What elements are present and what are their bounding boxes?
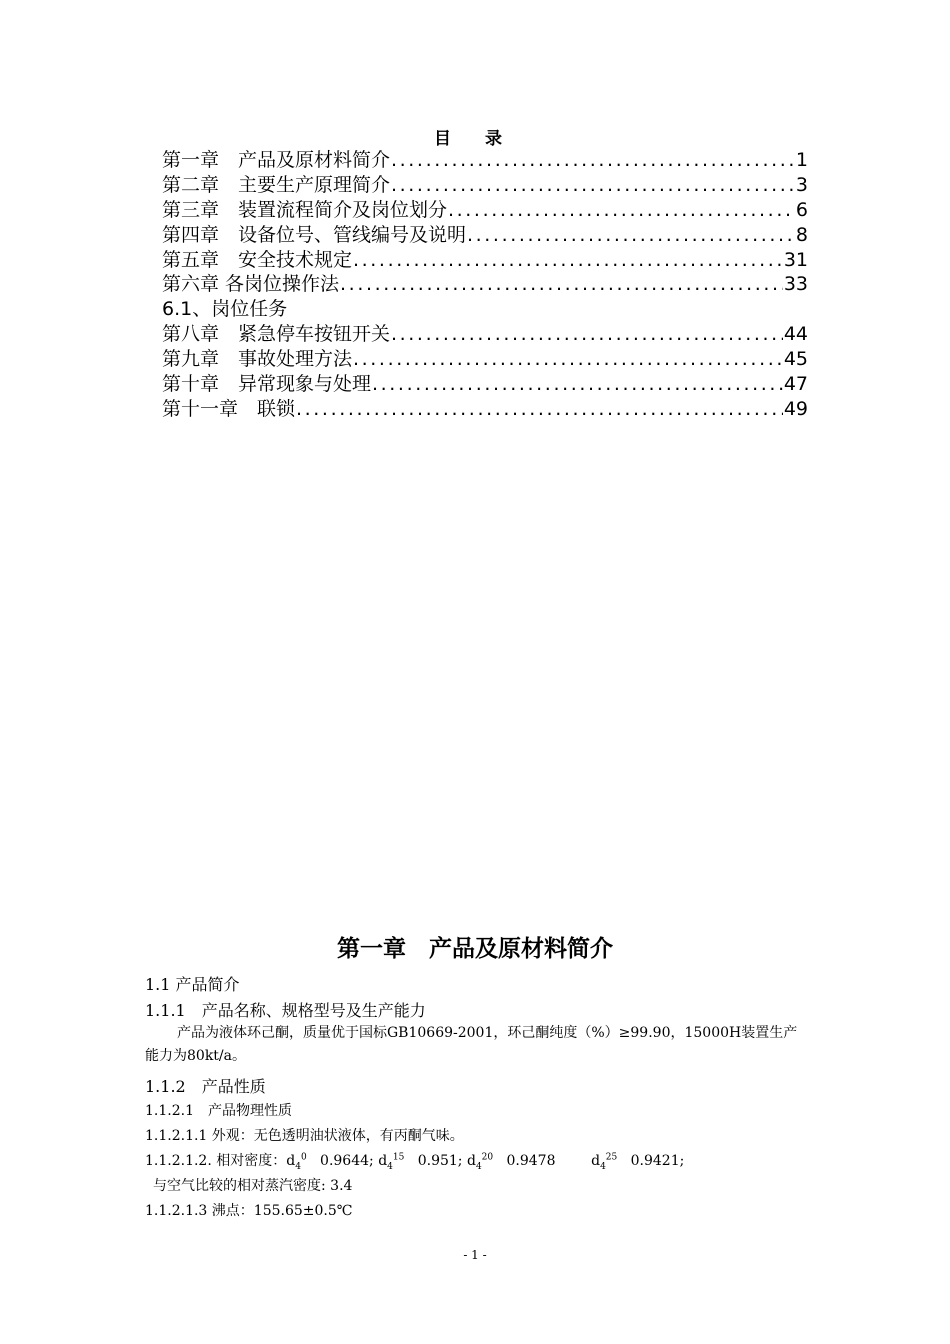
toc-entry-page: 8 xyxy=(795,223,808,246)
toc-leader-dots xyxy=(467,223,795,248)
toc-entry[interactable] xyxy=(162,223,808,248)
toc-entry-label: 第四章 设备位号、管线编号及说明 xyxy=(162,223,467,246)
toc-entry-page: 47 xyxy=(783,373,808,396)
toc-entry-label: 第八章 紧急停车按钮开关 xyxy=(162,323,391,346)
paragraph: 产品为液体环己酮，质量优于国标GB10669-2001，环己酮纯度（%）≥99.90，15000H装置生产能力为80kt/a。 xyxy=(145,1025,798,1064)
toc-leader-dots xyxy=(353,347,783,372)
boiling-point-line: 1.1.2.1.3 沸点：155.65±0.5℃ xyxy=(145,1203,353,1219)
toc-entry-label: 第五章 安全技术规定 xyxy=(162,248,353,271)
toc-entry-page: 6 xyxy=(795,198,808,221)
toc-entry-page: 49 xyxy=(783,397,808,420)
density-temp: 0 xyxy=(300,1152,307,1163)
toc-entry-label: 第二章 主要生产原理简介 xyxy=(162,173,391,196)
density-subscript: 4 xyxy=(475,1161,482,1172)
toc-leader-dots xyxy=(372,372,783,397)
toc-entry-label: 第十一章 联锁 xyxy=(162,397,296,420)
toc-leader-dots xyxy=(340,272,783,297)
density-value: 0.9478 xyxy=(506,1153,556,1169)
toc-entry[interactable] xyxy=(162,347,808,372)
density-value: 0.9644; xyxy=(320,1153,374,1169)
toc-title: 目 录 xyxy=(434,129,516,149)
toc-entry[interactable] xyxy=(162,148,808,173)
toc-entry[interactable] xyxy=(162,198,808,223)
toc-entry-page: 45 xyxy=(783,348,808,371)
toc-entry[interactable] xyxy=(162,297,808,322)
density-subscript: 4 xyxy=(600,1161,606,1172)
density-value: 0.951; xyxy=(417,1153,463,1169)
density-temp: 15 xyxy=(392,1152,405,1163)
toc-leader-dots xyxy=(391,173,795,198)
toc-entry-label: 第十章 异常现象与处理 xyxy=(162,373,372,396)
appearance-line: 1.1.2.1.1 外观：无色透明油状液体，有丙酮气味。 xyxy=(145,1128,464,1144)
toc-entry-page: 1 xyxy=(795,149,808,171)
toc-entry-label: 6.1、岗位任务 xyxy=(162,298,288,321)
toc-entry-page: 3 xyxy=(795,173,808,196)
toc-entry[interactable] xyxy=(162,248,808,273)
density-temp: 25 xyxy=(605,1152,618,1163)
toc-entry-page: 33 xyxy=(783,273,808,296)
density-symbol: d xyxy=(286,1153,296,1169)
density-line xyxy=(145,1150,810,1170)
subsection-heading: 1.1.2 产品性质 xyxy=(145,1077,266,1096)
toc-entry-label: 第一章 产品及原材料简介 xyxy=(162,149,391,171)
density-symbol: d xyxy=(591,1153,601,1169)
toc-leader-dots xyxy=(391,148,795,173)
density-subscript: 4 xyxy=(387,1161,393,1172)
toc-entry-label: 第九章 事故处理方法 xyxy=(162,348,353,371)
vapor-density-line: 与空气比较的相对蒸汽密度: 3.4 xyxy=(153,1178,353,1194)
density-symbol: d xyxy=(466,1153,476,1169)
toc-entry[interactable] xyxy=(162,272,808,297)
chapter-title: 第一章 产品及原材料简介 xyxy=(337,936,613,962)
density-value: 0.9421; xyxy=(630,1153,685,1169)
toc-entry-page: 31 xyxy=(783,248,808,271)
toc-entry[interactable] xyxy=(162,173,808,198)
subsubsection-heading: 1.1.2.1 产品物理性质 xyxy=(145,1103,292,1119)
density-temp: 20 xyxy=(481,1152,494,1163)
toc-leader-dots xyxy=(296,397,783,422)
toc-entry[interactable] xyxy=(162,322,808,347)
toc-leader-dots xyxy=(448,198,795,223)
section-heading: 1.1 产品简介 xyxy=(145,975,240,994)
toc-entry-label: 第六章 各岗位操作法 xyxy=(162,273,340,296)
subsection-heading: 1.1.1 产品名称、规格型号及生产能力 xyxy=(145,1001,426,1020)
toc-leader-dots xyxy=(391,322,783,347)
toc-entry-label: 第三章 装置流程简介及岗位划分 xyxy=(162,198,448,221)
toc-entry[interactable] xyxy=(162,397,808,422)
toc-leader-dots xyxy=(353,248,783,273)
page-number: - 1 - xyxy=(463,1248,487,1262)
table-of-contents xyxy=(162,148,808,422)
toc-entry[interactable] xyxy=(162,372,808,397)
density-subscript: 4 xyxy=(295,1161,301,1172)
toc-entry-page: 44 xyxy=(783,323,808,346)
density-symbol: d xyxy=(378,1153,388,1169)
density-prefix: 1.1.2.1.2. 相对密度： xyxy=(145,1153,287,1169)
